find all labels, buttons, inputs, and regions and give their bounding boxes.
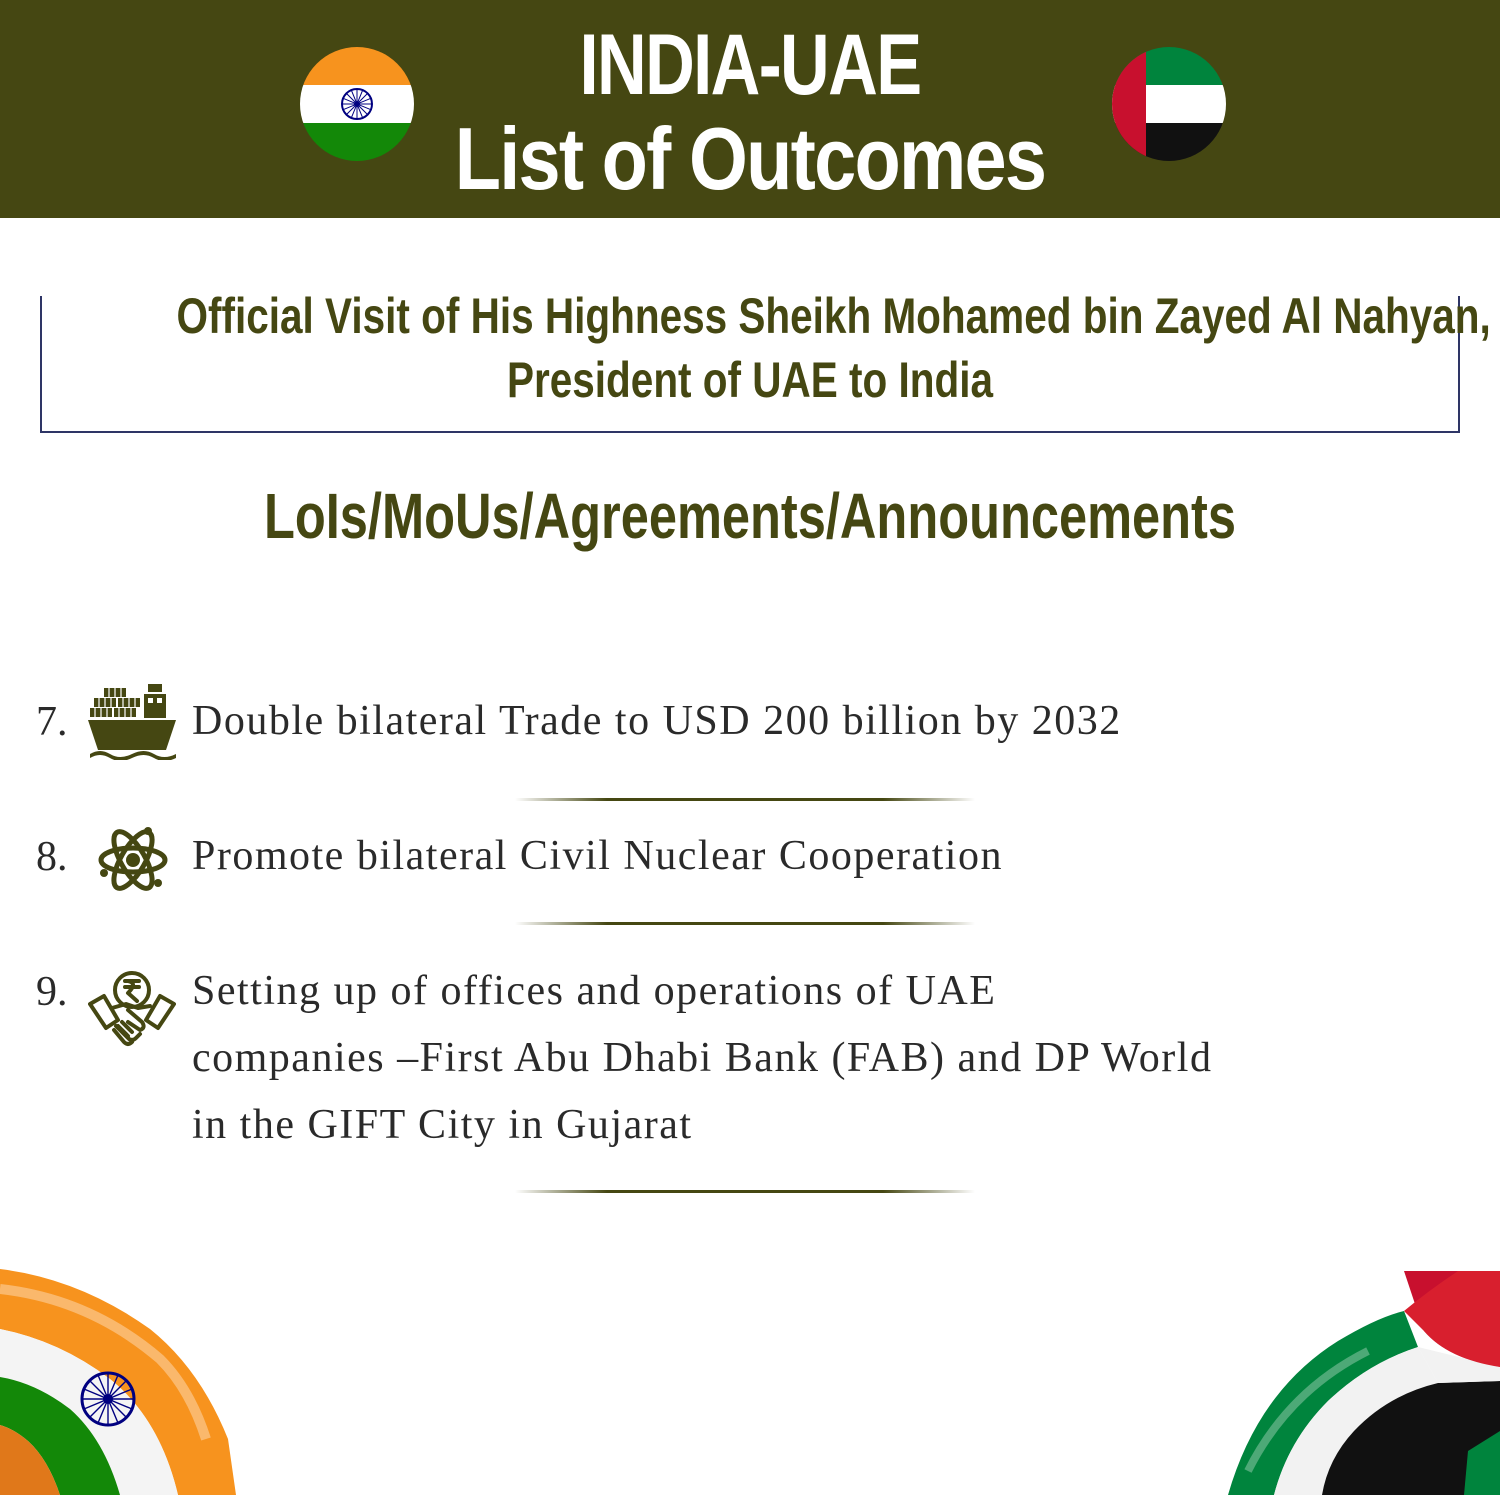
- visit-title-line-1: Official Visit of His Highness Sheikh Mohamed bin Zayed Al Nahyan,: [176, 288, 1491, 344]
- page-title-line-2: List of Outcomes: [454, 109, 1046, 208]
- uae-waving-flag-icon: [1228, 1271, 1500, 1500]
- item-number: 8.: [36, 834, 68, 880]
- item-text: [192, 958, 1442, 1159]
- divider: [515, 922, 975, 925]
- divider: [515, 1190, 975, 1193]
- header-banner: [0, 0, 1500, 218]
- item-text-line-1: Setting up of offices and operations of UAE: [192, 968, 997, 1014]
- item-text: Double bilateral Trade to USD 200 billion by 2032: [192, 698, 1122, 744]
- visit-info-box: [40, 288, 1491, 433]
- page-title-line-1: INDIA-UAE: [579, 17, 921, 113]
- uae-flag-icon: [1112, 47, 1226, 161]
- cargo-ship-icon: [88, 684, 178, 765]
- handshake-rupee-icon: [88, 970, 176, 1061]
- item-number: 9.: [36, 969, 68, 1015]
- item-text-line-2: companies –First Abu Dhabi Bank (FAB) and DP World: [192, 1035, 1213, 1081]
- item-text: Promote bilateral Civil Nuclear Cooperation: [192, 833, 1003, 879]
- atom-icon: [98, 823, 168, 902]
- divider: [515, 798, 975, 801]
- india-waving-flag-icon: [0, 1269, 240, 1500]
- item-number: 7.: [36, 699, 68, 745]
- item-text-line-3: in the GIFT City in Gujarat: [192, 1102, 693, 1148]
- india-flag-icon: [300, 47, 414, 161]
- visit-title-line-2: President of UAE to India: [506, 352, 994, 408]
- section-heading: LoIs/MoUs/Agreements/Announcements: [263, 480, 1237, 552]
